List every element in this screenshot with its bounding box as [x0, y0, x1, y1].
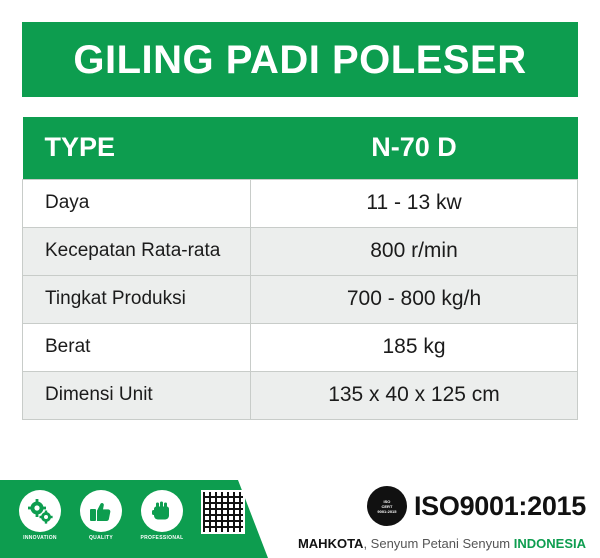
row-label: Kecepatan Rata-rata — [23, 227, 251, 275]
iso-seal-line1: ISO — [383, 498, 391, 504]
badge-caption: PROFESSIONAL — [140, 535, 184, 541]
row-label: Berat — [23, 323, 251, 371]
row-label: Daya — [23, 179, 251, 227]
table-row — [23, 371, 578, 419]
row-label: Dimensi Unit — [23, 371, 251, 419]
iso-seal-line3: 9001:2015 — [377, 508, 397, 514]
iso-label: ISO9001:2015 — [413, 490, 586, 521]
specification-table — [22, 117, 578, 420]
iso-seal-line2: CERT — [381, 503, 393, 509]
badge-innovation — [14, 488, 66, 550]
fist-icon — [141, 490, 183, 532]
row-value: 185 kg — [251, 323, 578, 371]
table-row — [23, 227, 578, 275]
row-label: Tingkat Produksi — [23, 275, 251, 323]
row-value: 11 - 13 kw — [251, 179, 578, 227]
page-title: GILING PADI POLESER — [73, 37, 527, 82]
iso-certification — [367, 486, 586, 526]
gears-icon — [19, 490, 61, 532]
badge-professional — [136, 488, 188, 550]
tagline-country: INDONESIA — [513, 536, 586, 551]
table-header-row — [23, 117, 578, 179]
tagline — [298, 536, 586, 551]
tagline-brand: MAHKOTA — [297, 536, 364, 551]
qr-code-icon[interactable] — [201, 490, 245, 534]
qr-code-badge — [197, 488, 249, 550]
title-banner — [22, 22, 578, 97]
table-header-type-label: TYPE — [23, 117, 251, 179]
tagline-middle: , Senyum Petani Senyum — [363, 536, 514, 551]
row-value: 800 r/min — [251, 227, 578, 275]
footer-bar — [0, 480, 600, 558]
row-value: 135 x 40 x 125 cm — [251, 371, 578, 419]
badge-group — [14, 488, 249, 550]
table-header-type-value: N-70 D — [251, 117, 578, 179]
iso-seal-icon — [367, 486, 407, 526]
thumbs-up-icon — [80, 490, 122, 532]
table-row — [23, 323, 578, 371]
table-row — [23, 275, 578, 323]
badge-caption: INNOVATION — [23, 535, 57, 541]
table-row — [23, 179, 578, 227]
badge-caption: QUALITY — [88, 535, 114, 541]
badge-quality — [75, 488, 127, 550]
row-value: 700 - 800 kg/h — [251, 275, 578, 323]
